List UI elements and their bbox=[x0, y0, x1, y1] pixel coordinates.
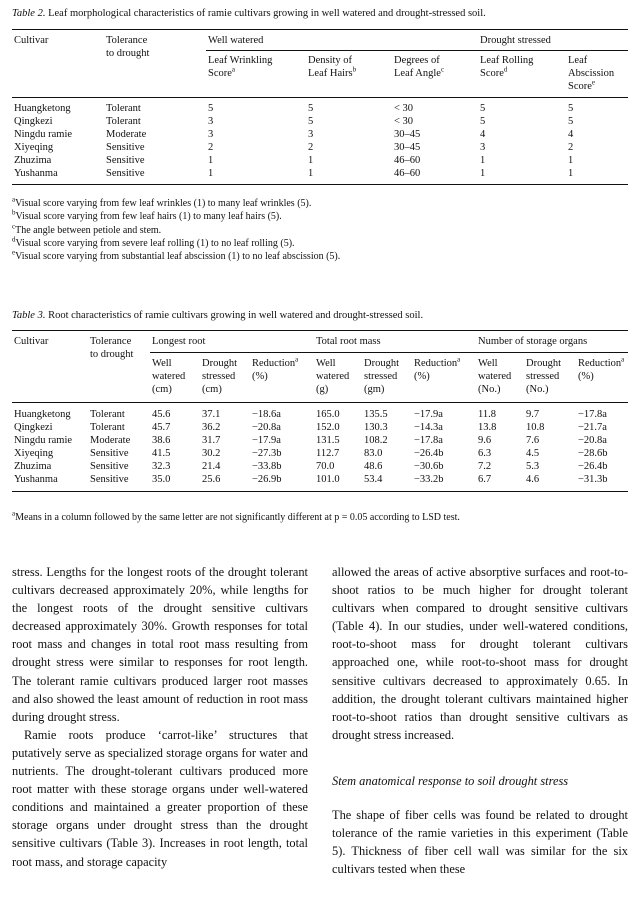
t3-group-longest: Longest root bbox=[150, 331, 314, 353]
body-paragraph: stress. Lengths for the longest roots of the drought tolerant cultivars decreased approximately 20%, while lengths for the longest roots of the drought sensitive cultivars decreased approximately 30%. Growth responses for total root mass and changes in total root mass resulting from drought stress were similar to responses for root length. The tolerant ramie cultivars produced larger root masses and also showed the least amount of reduction in root mass during drought stress. bbox=[12, 565, 308, 724]
table-row: Qingkezi Tolerant 3 5 < 30 5 5 bbox=[14, 116, 574, 127]
t2-group-well: Well watered bbox=[206, 30, 478, 51]
body-paragraph: Ramie roots produce ‘carrot-like’ structures that putatively serve as specialized storage organs for water and nutrients. The drought-tolerant cultivars produced more root matter with these storage organs under well-watered conditions and maintained a greater proportion of these storage organs under drought stress than the drought sensitive cultivars (Table 3). Increases in root length, total root mass, and storage capacity bbox=[12, 727, 308, 869]
table3-caption bbox=[12, 310, 423, 321]
table2-label: Table 2. bbox=[12, 8, 46, 19]
table-row: Xiyeqing Sensitive 41.5 30.2 −27.3b 112.7 83.0 −26.4b 6.3 4.5 −28.6b bbox=[14, 448, 608, 459]
body-left-column bbox=[12, 563, 308, 871]
t2-h-rolling: Leaf Rolling Score$^d$ bbox=[480, 55, 534, 79]
table2-caption bbox=[12, 8, 486, 19]
t2-col-cultivar: Cultivar bbox=[14, 35, 49, 46]
t3-group-mass: Total root mass bbox=[314, 331, 476, 353]
table3-caption-text: Root characteristics of ramie cultivars growing in well watered and drought-stressed soil. bbox=[48, 310, 424, 321]
t3-group-storage: Number of storage organs bbox=[476, 331, 628, 353]
table-row: Zhuzima Sensitive 32.3 21.4 −33.8b 70.0 48.6 −30.6b 7.2 5.3 −26.4b bbox=[14, 461, 608, 472]
t2-h-angle: Degrees of Leaf Angle$^c$ bbox=[394, 55, 445, 79]
t2-col-tolerance: Tolerance to drought bbox=[106, 35, 150, 59]
t2-h-hairs: Density of Leaf Hairs$^b$ bbox=[308, 55, 357, 79]
t3-h-lr-ww: Well watered (cm) bbox=[152, 358, 186, 395]
body-paragraph: allowed the areas of active absorptive surfaces and root-to-shoot ratios to be much higher for drought tolerant cultivars when compared to drought sensitive cultivars (Table 4). In our studies, under well-watered conditions, root-to-shoot mass for drought tolerant cultivars approached one, while root-to-shoot mass for drought sensitive cultivars decreased to approximately 0.65. In addition, the drought tolerant cultivars maintained higher root-to-shoot ratios than drought sensitive cultivars as drought stress increased. bbox=[332, 565, 628, 742]
table2-note: $^e$Visual score varying from substantial leaf abscission (1) to no leaf abscission (5). bbox=[12, 248, 341, 263]
table2-note: $^c$The angle between petiole and stem. bbox=[12, 222, 162, 236]
t3-h-tm-ww: Well watered (g) bbox=[316, 358, 350, 395]
t3-col-cultivar: Cultivar bbox=[14, 336, 49, 347]
t3-h-so-ww: Well watered (No.) bbox=[478, 358, 512, 395]
table3-note: $^a$Means in a column followed by the same letter are not significantly different at p = 0.05 according to LSD test. bbox=[12, 509, 460, 523]
body-right-column bbox=[332, 563, 628, 878]
section-heading: Stem anatomical response to soil drought stress bbox=[332, 773, 569, 788]
table-row: Yushanma Sensitive 1 1 46–60 1 1 bbox=[12, 167, 628, 185]
table-row: Huangketong Tolerant 45.6 37.1 −18.6a 165.0 135.5 −17.9a 11.8 9.7 −17.8a bbox=[14, 409, 607, 420]
table-row: Ningdu ramie Moderate 38.6 31.7 −17.9a 131.5 108.2 −17.8a 9.6 7.6 −20.8a bbox=[14, 435, 607, 446]
t3-h-tm-red: Reduction$^a$ (%) bbox=[414, 355, 461, 382]
table-row: Huangketong Tolerant 5 5 < 30 5 5 bbox=[14, 103, 574, 114]
table2-notes bbox=[12, 197, 340, 263]
table-row: Ningdu ramie Moderate 3 3 30–45 4 4 bbox=[14, 129, 574, 140]
table2 bbox=[12, 29, 628, 185]
table2-note: $^a$Visual score varying from few leaf wrinkles (1) to many leaf wrinkles (5). bbox=[12, 195, 312, 209]
t3-h-so-ds: Drought stressed (No.) bbox=[526, 358, 561, 395]
table-row: Qingkezi Tolerant 45.7 36.2 −20.8a 152.0 130.3 −14.3a 13.8 10.8 −21.7a bbox=[14, 422, 607, 433]
t3-h-lr-red: Reduction$^a$ (%) bbox=[252, 355, 299, 382]
table2-note: $^b$Visual score varying from few leaf hairs (1) to many leaf hairs (5). bbox=[12, 208, 282, 223]
body-paragraph: The shape of fiber cells was found be related to drought tolerance of the ramie varieties in this experiment (Table 5). Thickness of fiber cell wall was similar for the six cultivars tested when these bbox=[332, 808, 628, 877]
t3-h-lr-ds: Drought stressed (cm) bbox=[202, 358, 237, 395]
t3-col-tolerance: Tolerance to drought bbox=[90, 336, 134, 360]
table-row: Zhuzima Sensitive 1 1 46–60 1 1 bbox=[14, 155, 574, 166]
t2-h-abscission: Leaf Abscission Score$^e$ bbox=[568, 55, 615, 92]
t2-h-wrinkle: Leaf Wrinkling Score$^a$ bbox=[208, 55, 273, 79]
t3-h-so-red: Reduction$^a$ (%) bbox=[578, 355, 625, 382]
table3 bbox=[12, 330, 628, 492]
table-row: Yushanma Sensitive 35.0 25.6 −26.9b 101.0 53.4 −33.2b 6.7 4.6 −31.3b bbox=[12, 473, 628, 492]
table2-caption-text: Leaf morphological characteristics of ramie cultivars growing in well watered and drought-stressed soil. bbox=[48, 8, 486, 19]
t2-group-drought: Drought stressed bbox=[478, 30, 628, 51]
table2-note: $^d$Visual score varying from severe leaf rolling (1) to no leaf rolling (5). bbox=[12, 235, 295, 249]
t3-h-tm-ds: Drought stressed (gm) bbox=[364, 358, 399, 395]
table3-label: Table 3. bbox=[12, 310, 46, 321]
table-row: Xiyeqing Sensitive 2 2 30–45 3 2 bbox=[14, 142, 574, 153]
